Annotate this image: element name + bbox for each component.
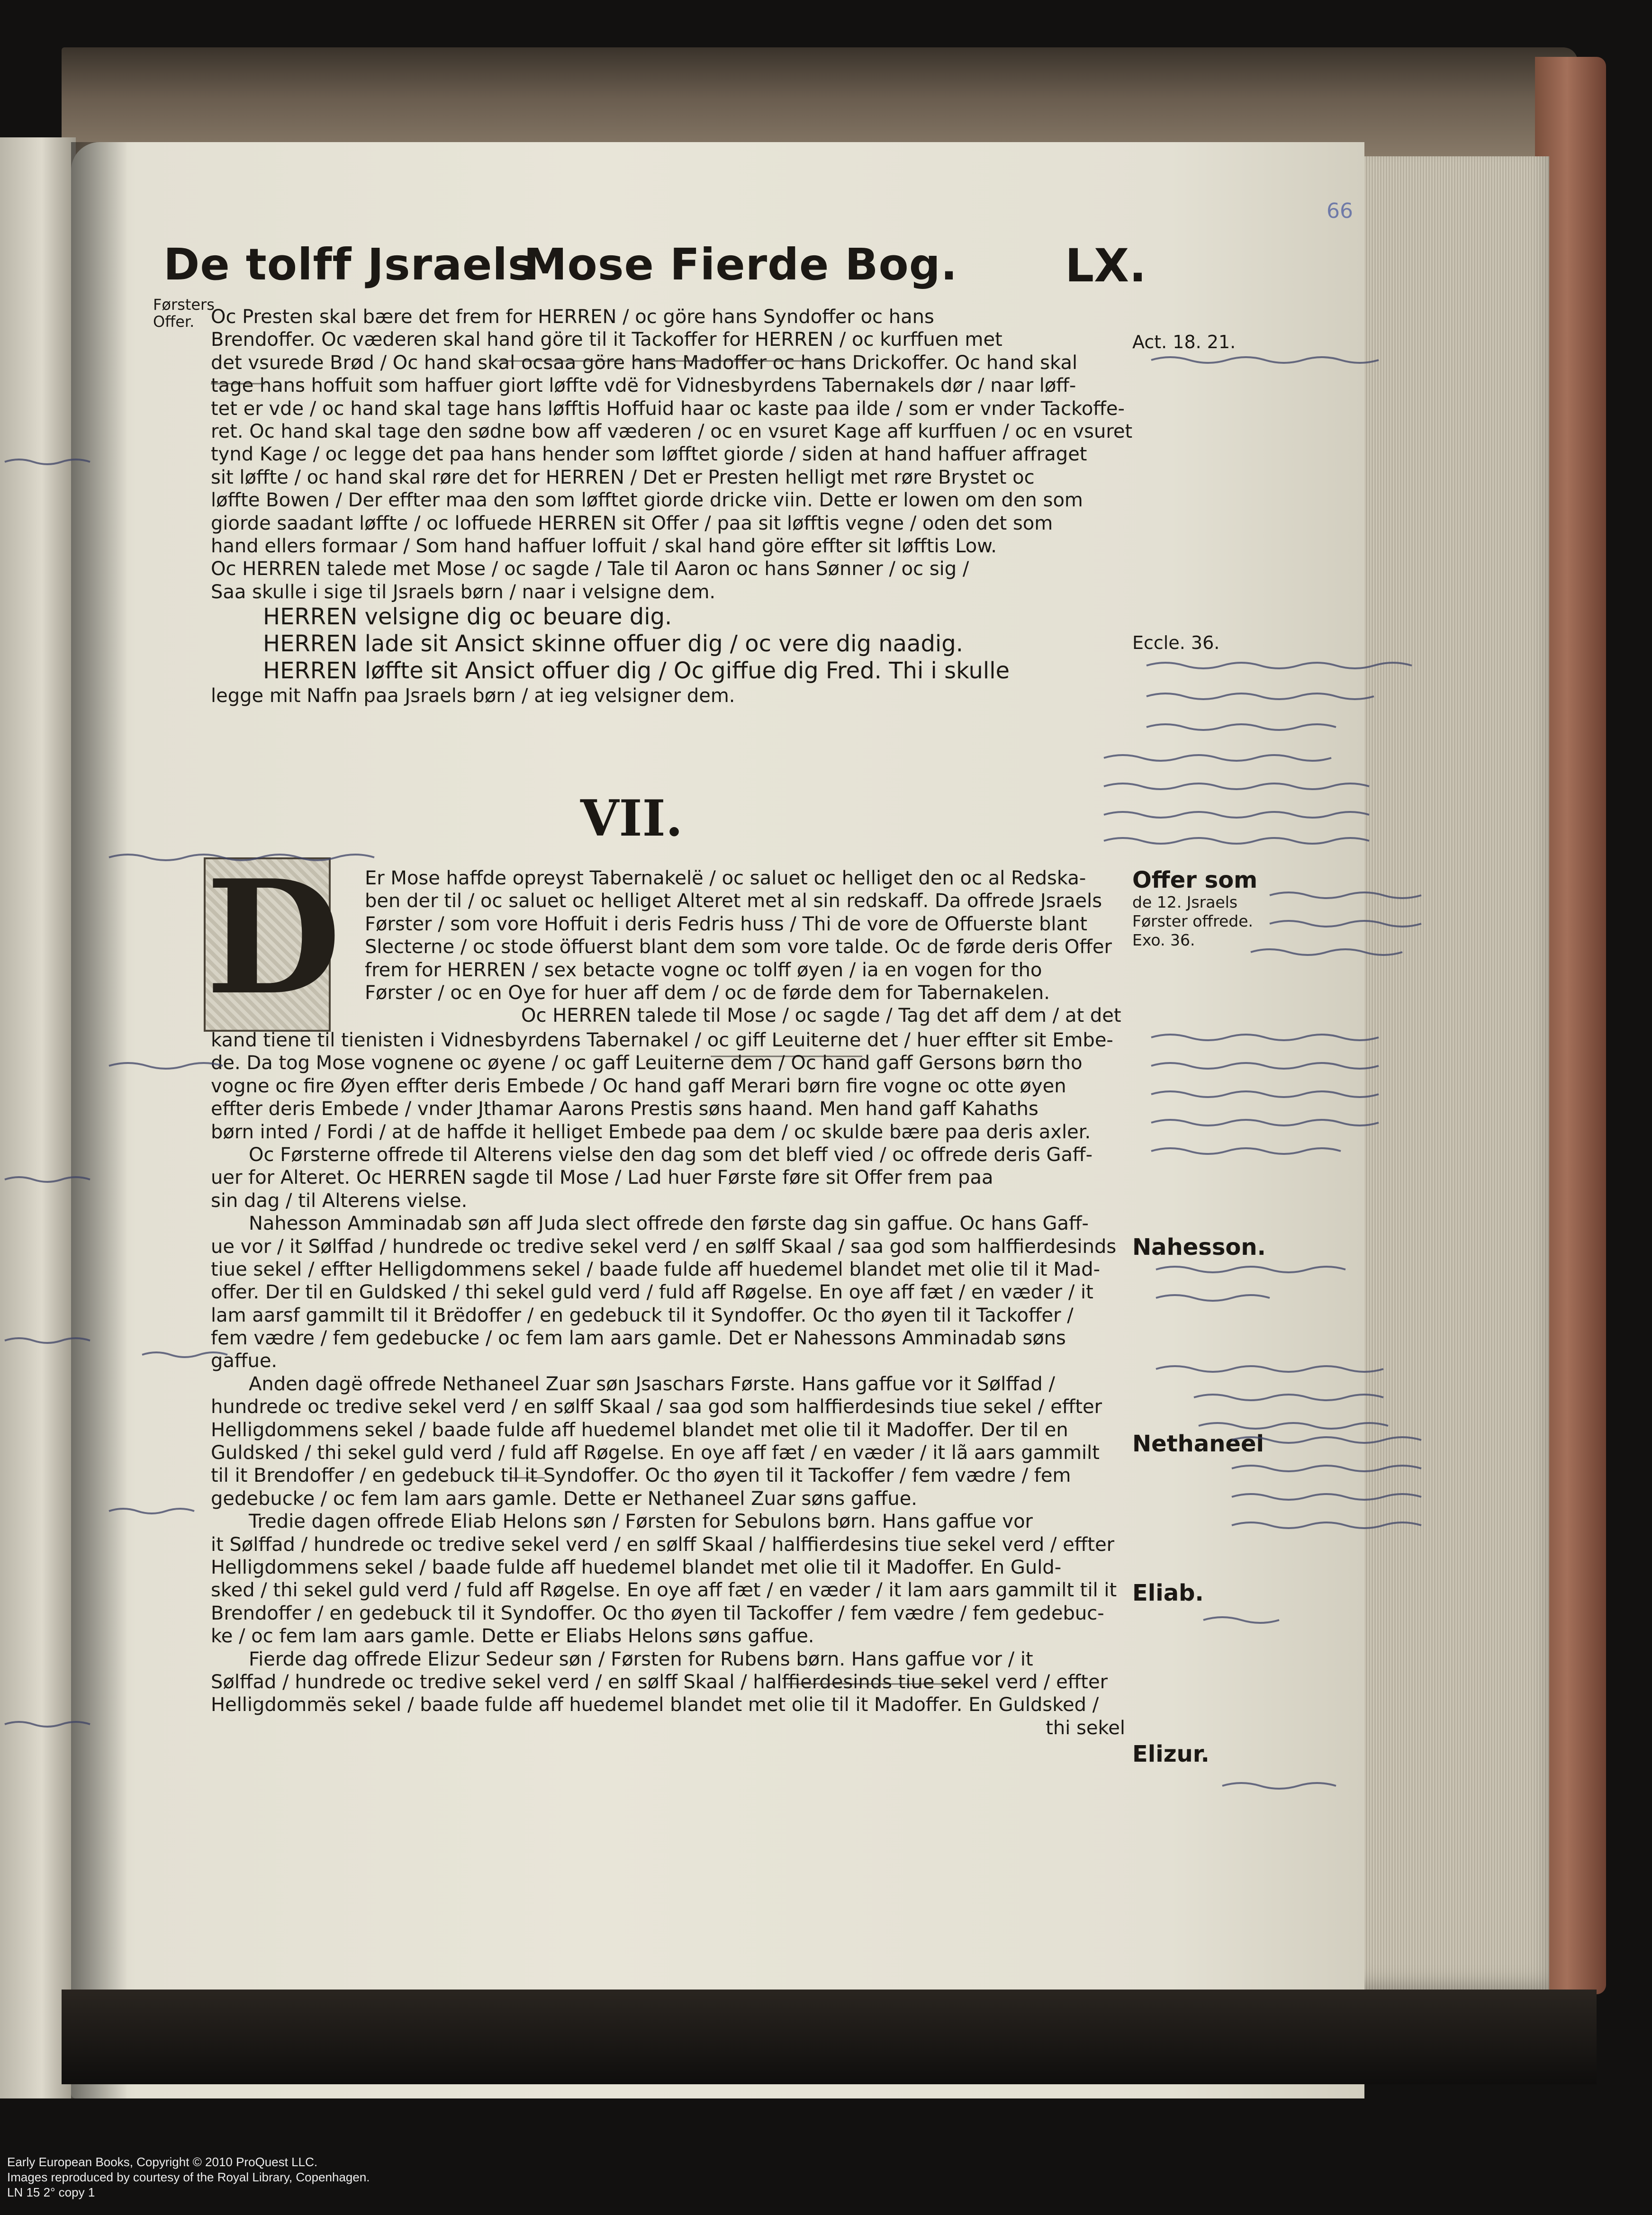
text-line: legge mit Naffn paa Jsraels børn / at ieg velsigner dem. [211, 685, 735, 707]
text-line: ben der til / oc saluet oc helliget Alteret met al sin redskaff. Da offrede Jsraels [365, 890, 1102, 912]
text-line: Saa skulle i sige til Jsraels børn / naar i velsigne dem. [211, 581, 716, 603]
text-line: kand tiene til tienisten i Vidnesbyrdens Tabernakel / oc giff Leuiterne det / huer effter sit Embe- [211, 1029, 1113, 1051]
text-line: Brendoffer. Oc væderen skal hand göre til it Tackoffer for HERREN / oc kurffuen met [211, 329, 1002, 351]
handwritten-note [5, 1177, 90, 1182]
handwritten-note [5, 1338, 90, 1343]
text-line: it Sølffad / hundrede oc tredive sekel verd / en sølff Skaal / halffierdesins tiue sekel verd / effter [211, 1533, 1115, 1556]
text-line: Oc HERREN talede til Mose / oc sagde / Tag det aff dem / at det [521, 1005, 1121, 1027]
handwritten-note [1146, 663, 1412, 668]
text-line: Helligdommens sekel / baade fulde aff huedemel blandet met olie til it Madoffer. En Guld- [211, 1556, 1062, 1578]
text-line: ret. Oc hand skal tage den sødne bow aff væderen / oc en vsuret Kage aff kurffuen / oc en vsuret [211, 420, 1133, 442]
handwritten-note [109, 1509, 194, 1513]
handwritten-note [1151, 1063, 1379, 1069]
text-line: Sølffad / hundrede oc tredive sekel verd / en sølff Skaal / halffierdesinds tiue sekel verd / effter [211, 1671, 1108, 1693]
text-line: effter deris Embede / vnder Jthamar Aarons Prestis søns haand. Men hand gaff Kahaths [211, 1098, 1038, 1120]
text-line: Førster / som vore Hoffuit i deris Fedris huss / Thi de vore de Offuerste blant [365, 913, 1087, 935]
handwritten-note [1151, 357, 1379, 363]
margin-note-eccle: Eccle. 36. [1132, 632, 1220, 653]
text-line: de. Da tog Mose vognene oc øyene / oc gaff Leuiterne dem / Oc hand gaff Gersons børn tho [211, 1052, 1083, 1074]
text-line: Helligdommens sekel / baade fulde aff huedemel blandet met olie til it Madoffer. Der til en [211, 1419, 1068, 1441]
text-line: vogne oc fire Øyen effter deris Embede / Oc hand gaff Merari børn fire vogne oc otte øyen [211, 1075, 1066, 1097]
text-line: gaffue. [211, 1350, 278, 1372]
chapter-number: VII. [580, 789, 683, 847]
handwritten-note [1151, 1148, 1341, 1154]
running-head-center: Mose Fierde Bog. [524, 239, 958, 290]
handwritten-note [109, 1063, 223, 1069]
handwritten-note [1232, 1494, 1421, 1500]
handwritten-note [1156, 1295, 1270, 1301]
text-line: til it Brendoffer / en gedebuck til it Syndoffer. Oc tho øyen til it Tackoffer / fem vædre / fem [211, 1465, 1071, 1487]
running-head-left: De tolff Jsraels [163, 239, 534, 290]
blessing-line: HERREN velsigne dig oc beuare dig. [263, 603, 672, 630]
text-line: Er Mose haffde opreyst Tabernakelë / oc saluet oc helliget den oc al Redska- [365, 867, 1086, 889]
handwritten-note [1222, 1783, 1336, 1789]
text-line: ue vor / it Sølffad / hundrede oc tredive sekel verd / en sølff Skaal / saa god som halffierdesinds [211, 1235, 1117, 1258]
handwritten-note [5, 459, 90, 464]
text-line: tage hans hoffuit som haffuer giort løffte vdë for Vidnesbyrdens Tabernakels dør / naar løff- [211, 375, 1076, 397]
text-line: Anden dagë offrede Nethaneel Zuar søn Jsaschars Første. Hans gaffue vor it Sølffad / [249, 1373, 1056, 1395]
text-line: tynd Kage / oc legge det paa hans hender som løfftet giorde / siden at hand haffuer affraget [211, 443, 1087, 466]
text-line: Guldsked / thi sekel guld verd / fuld aff Røgelse. En oye aff fæt / en væder / it lã aars gammilt [211, 1442, 1100, 1464]
handwritten-note [1104, 838, 1369, 844]
margin-note-act: Act. 18. 21. [1132, 332, 1236, 352]
text-line: Førster / oc en Oye for huer aff dem / oc de førde dem for Tabernakelen. [365, 981, 1050, 1004]
blessing-line: HERREN løffte sit Ansict offuer dig / Oc giffue dig Fred. Thi i skulle [263, 657, 1010, 684]
handwritten-note [1232, 1437, 1421, 1443]
text-line: sit løffte / oc hand skal røre det for HERREN / Det er Presten helligt met røre Brystet oc [211, 466, 1035, 488]
text-line: frem for HERREN / sex betacte vogne oc tolff øyen / ia en vogen for tho [365, 959, 1042, 981]
margin-note-nethaneel: Nethaneel [1132, 1431, 1264, 1457]
text-line: Fierde dag offrede Elizur Sedeur søn / Førsten for Rubens børn. Hans gaffue vor / it [249, 1648, 1033, 1670]
handwritten-note [1146, 693, 1374, 699]
text-line: offer. Der til en Guldsked / thi sekel guld verd / fuld aff Røgelse. En oye aff fæt / en væder / it [211, 1281, 1093, 1304]
text-line: hundrede oc tredive sekel verd / en sølff Skaal / saa god som halffierdesinds tiue sekel / effter [211, 1396, 1102, 1418]
handwritten-note [142, 1352, 227, 1357]
handwritten-note [1151, 1091, 1379, 1097]
text-line: løffte Bowen / Der effter maa den som løfftet giorde dricke viin. Dette er lowen om den som [211, 489, 1083, 512]
text-line: Nahesson Amminadab søn aff Juda slect offrede den første dag sin gaffue. Oc hans Gaff- [249, 1213, 1089, 1235]
handwritten-note [1156, 1366, 1383, 1372]
margin-note-elizur: Elizur. [1132, 1741, 1210, 1767]
margin-note-eliab: Eliab. [1132, 1580, 1204, 1606]
handwritten-note [109, 855, 374, 860]
handwritten-note [1199, 1423, 1388, 1429]
catchword: thi sekel [1046, 1717, 1125, 1739]
handwritten-note [1194, 1395, 1383, 1400]
text-line: lam aarsf gammilt til it Brëdoffer / en gedebuck til it Syndoffer. Oc tho øyen til it Tackoffer / [211, 1304, 1074, 1326]
text-line: hand ellers formaar / Som hand haffuer loffuit / skal hand göre effter sit løfftis Low. [211, 535, 997, 557]
handwritten-note [1203, 1617, 1279, 1623]
handwritten-note [5, 1722, 90, 1727]
margin-note-forsters-offer: Førsters Offer. [153, 296, 215, 331]
pencil-page-number: 66 [1327, 199, 1353, 223]
text-line: Oc Førsterne offrede til Alterens vielse den dag som det bleff vied / oc offrede deris Gaff- [249, 1144, 1092, 1166]
text-line: Tredie dagen offrede Eliab Helons søn / Førsten for Sebulons børn. Hans gaffue vor [249, 1511, 1033, 1533]
text-line: Brendoffer / en gedebuck til it Syndoffer. Oc tho øyen til Tackoffer / fem vædre / fem gedebuc- [211, 1602, 1104, 1624]
text-line: tet er vde / oc hand skal tage hans løfftis Hoffuid haar oc kaste paa ilde / som er vnder Tackoffe- [211, 397, 1125, 420]
handwritten-note [1151, 1035, 1379, 1040]
text-line: sin dag / til Alterens vielse. [211, 1189, 468, 1212]
text-line: Oc Presten skal bære det frem for HERREN / oc göre hans Syndoffer oc hans [211, 306, 934, 328]
footer-line: Early European Books, Copyright © 2010 ProQuest LLC. [7, 2155, 318, 2169]
margin-note-offer-som: Offer som [1132, 867, 1258, 893]
margin-note-nahesson: Nahesson. [1132, 1234, 1266, 1261]
footer-line: Images reproduced by courtesy of the Royal Library, Copenhagen. [7, 2170, 370, 2184]
handwritten-note [1104, 812, 1369, 818]
text-line: ke / oc fem lam aars gamle. Dette er Eliabs Helons søns gaffue. [211, 1625, 814, 1648]
text-line: det vsurede Brød / Oc hand skal ocsaa göre hans Madoffer oc hans Drickoffer. Oc hand skal [211, 351, 1078, 374]
margin-note-offer-som-sub: de 12. Jsraels Førster offrede. Exo. 36. [1132, 893, 1254, 949]
handwritten-note [1104, 755, 1331, 761]
blessing-line: HERREN lade sit Ansict skinne offuer dig / oc vere dig naadig. [263, 630, 963, 657]
handwritten-note [1270, 892, 1421, 898]
decorated-initial: D [204, 857, 331, 1032]
text-line: sked / thi sekel guld verd / fuld aff Røgelse. En oye aff fæt / en væder / it lam aars gammilt til it [211, 1579, 1117, 1602]
text-line: gedebucke / oc fem lam aars gamle. Dette er Nethaneel Zuar søns gaffue. [211, 1487, 918, 1510]
text-line: tiue sekel / effter Helligdommens sekel / baade fulde aff huedemel blandet met olie til it Mad- [211, 1258, 1101, 1280]
text-line: børn inted / Fordi / at de haffde it helliget Embede paa dem / oc skulde bære paa deris axler. [211, 1121, 1091, 1143]
handwritten-note [1146, 724, 1336, 730]
text-line: Helligdommës sekel / baade fulde aff huedemel blandet met olie til it Madoffer. En Guldsked / [211, 1694, 1099, 1716]
handwritten-note [1251, 949, 1402, 955]
text-line: fem vædre / fem gedebucke / oc fem lam aars gamle. Det er Nahessons Amminadab søns [211, 1327, 1066, 1350]
text-line: giorde saadant løffte / oc loffuede HERREN sit Offer / paa sit løfftis vegne / oden det som [211, 512, 1053, 534]
text-line: uer for Alteret. Oc HERREN sagde til Mose / Lad huer Første føre sit Offer frem paa [211, 1167, 993, 1189]
handwritten-note [1232, 1466, 1421, 1471]
handwritten-note [1232, 1522, 1421, 1528]
handwritten-note [1151, 1120, 1379, 1126]
handwritten-note [1156, 1267, 1345, 1272]
handwritten-note [1270, 921, 1421, 927]
image-credit-footer [7, 2154, 370, 2200]
text-line: Oc HERREN talede met Mose / oc sagde / Tale til Aaron oc hans Sønner / oc sig / [211, 558, 969, 580]
text-line: Slecterne / oc stode öffuerst blant dem som vore talde. Oc de førde deris Offer [365, 936, 1112, 958]
handwritten-note [1104, 783, 1369, 789]
footer-line: LN 15 2° copy 1 [7, 2185, 95, 2199]
folio-number: LX. [1065, 239, 1146, 292]
